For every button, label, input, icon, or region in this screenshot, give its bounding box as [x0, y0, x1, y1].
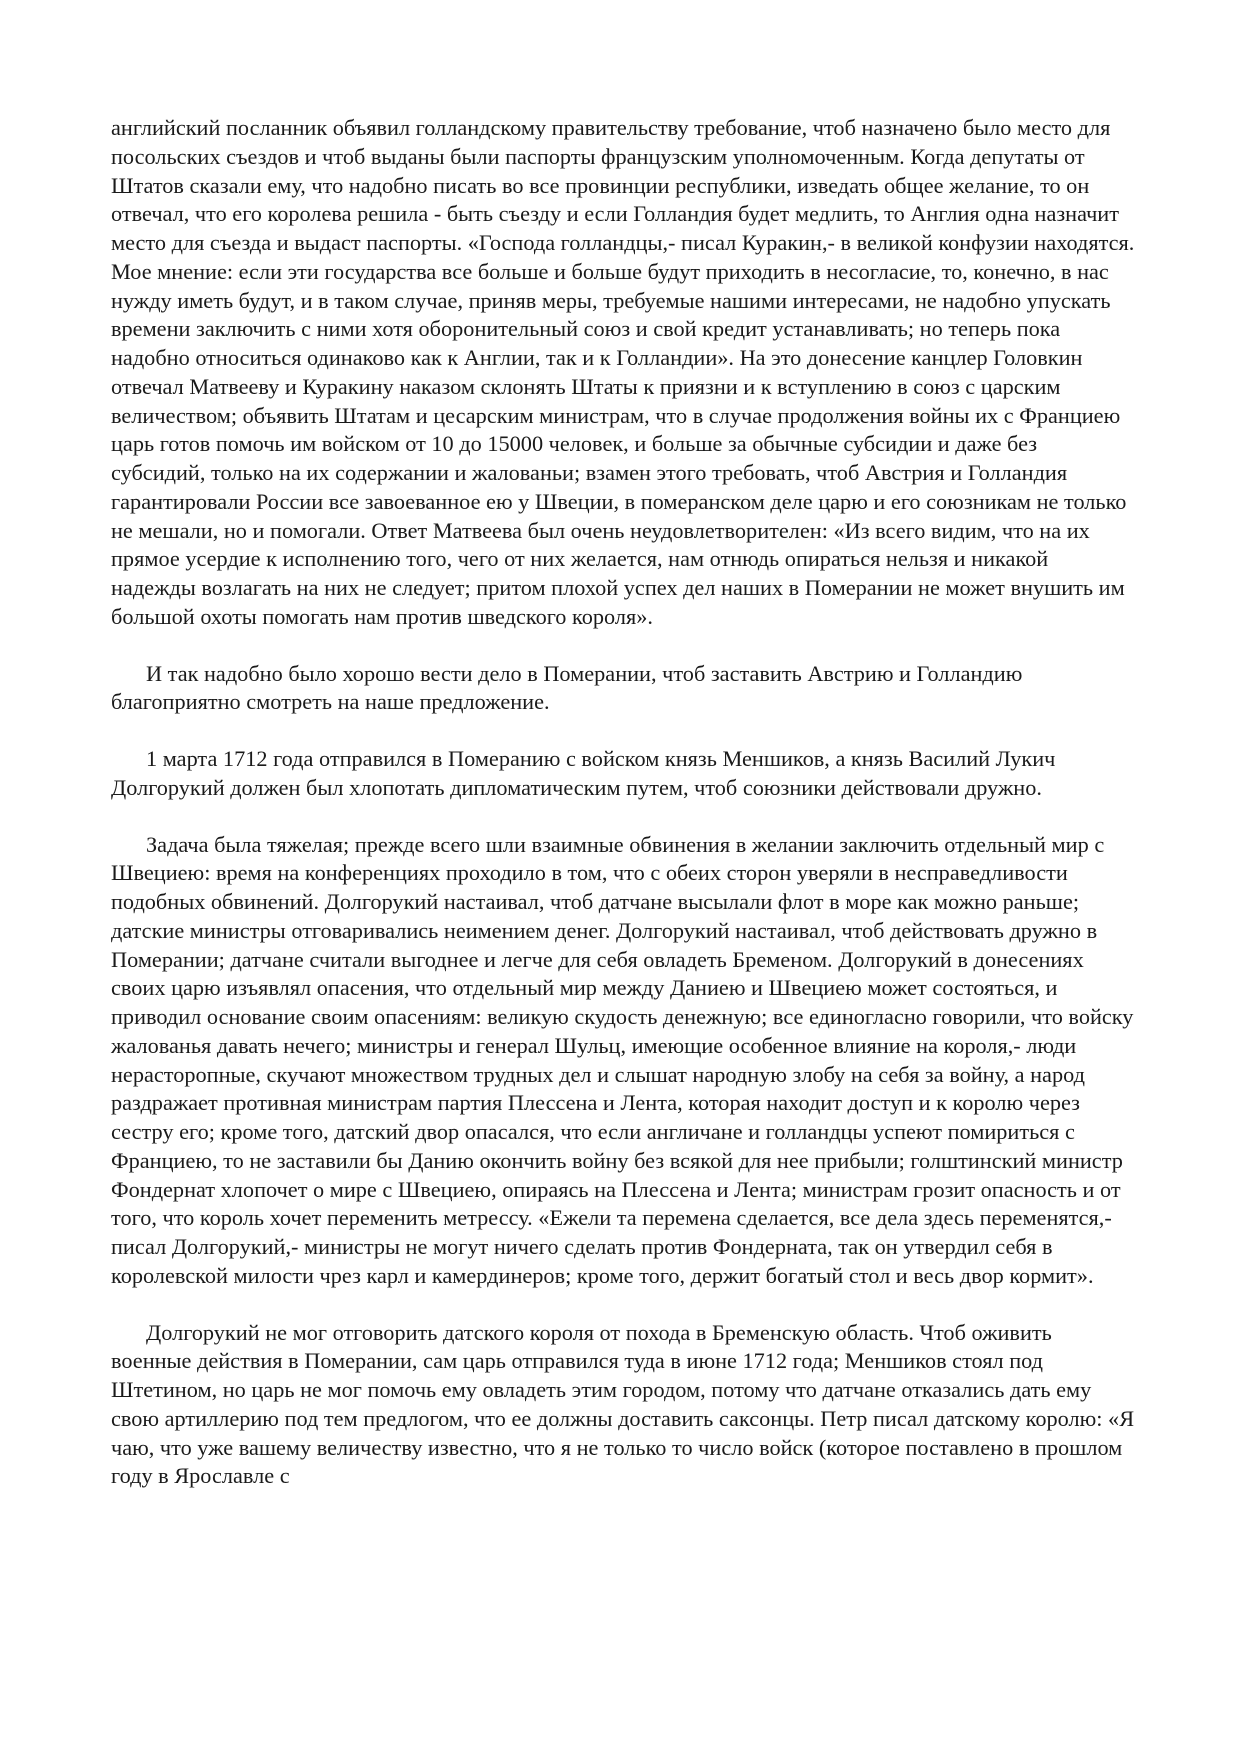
paragraph-continuation: английский посланник объявил голландскому правительству требование, чтоб назначено было место для посольских съездов и чтоб выданы были паспорты французским уполномоченным. Когда депутаты от Штатов сказали ему, что надобно писать во все провинции республики, изведать общее желание, то он отвечал, что его королева решила - быть съезду и если Голландия будет медлить, то Англия одна назначит место для съезда и выдаст паспорты. «Господа голландцы,- писал Куракин,- в великой конфузии находятся. Мое мнение: если эти государства все больше и больше будут приходить в несогласие, то, конечно, в нас нужду иметь будут, и в таком случае, приняв меры, требуемые нашими интересами, не надобно упускать времени заключить с ними хотя оборонительный союз и свой кредит устанавливать; но теперь пока надобно относиться одинаково как к Англии, так и к Голландии». На это донесение канцлер Головкин отвечал Матвееву и Куракину наказом склонять Штаты к приязни и к вступлению в союз с царским величеством; объявить Штатам и цесарским министрам, что в случае продолжения войны их с Франциею царь готов помочь им войском от 10 до 15000 человек, и больше за обычные субсидии и даже без субсидий, только на их содержании и жалованьи; взамен этого требовать, чтоб Австрия и Голландия гарантировали России все завоеванное ею у Швеции, в померанском деле царю и его союзникам не только не мешали, но и помогали. Ответ Матвеева был очень неудовлетворителен: «Из всего видим, что на их прямое усердие к исполнению того, чего от них желается, нам отнюдь опираться нельзя и никакой надежды возлагать на них не следует; притом плохой успех дел наших в Померании не может внушить им большой охоты помогать нам против шведского короля». — [111, 115, 1135, 629]
document-page — [111, 114, 1136, 1519]
paragraph-pomerania-intent: И так надобно было хорошо вести дело в Померании, чтоб заставить Австрию и Голландию благоприятно смотреть на наше предложение. — [111, 660, 1023, 715]
paragraph-bremen-campaign: Долгорукий не мог отговорить датского короля от похода в Бременскую область. Чтоб оживить военные действия в Померании, сам царь отправился туда в июне 1712 года; Меншиков стоял под Штетином, но царь не мог помочь ему овладеть этим городом, потому что датчане отказались дать ему свою артиллерию под тем предлогом, что ее должны доставить саксонцы. Петр писал датскому королю: «Я чаю, что уже вашему величеству известно, что я не только то число войск (которое поставлено в прошлом году в Ярославле с — [111, 1319, 1135, 1489]
paragraph-difficult-task: Задача была тяжелая; прежде всего шли взаимные обвинения в желании заключить отдельный мир с Швециею: время на конференциях проходило в том, что с обеих сторон уверяли в несправедливости подобных обвинений. Долгорукий настаивал, чтоб датчане высылали флот в море как можно раньше; датские министры отговаривались неимением денег. Долгорукий настаивал, чтоб действовать дружно в Померании; датчане считали выгоднее и легче для себя овладеть Бременом. Долгорукий в донесениях своих царю изъявлял опасения, что отдельный мир между Даниею и Швециею может состояться, и приводил основание своим опасениям: великую скудость денежную; все единогласно говорили, что войску жалованья давать нечего; министры и генерал Шульц, имеющие особенное влияние на короля,- люди нерасторопные, скучают множеством трудных дел и слышат народную злобу на себя за войну, а народ раздражает противная министрам партия Плессена и Лента, которая находит доступ и к королю через сестру его; кроме того, датский двор опасался, что если англичане и голландцы успеют помириться с Франциею, то не заставили бы Данию окончить войну без всякой для нее прибыли; голштинский министр Фондернат хлопочет о мире с Швециею, опираясь на Плессена и Лента; министрам грозит опасность и от того, что король хочет переменить метрессу. «Ежели та перемена сделается, все дела здесь переменятся,- писал Долгорукий,- министры не могут ничего сделать против Фондерната, так он утвердил себя в королевской милости чрез карл и камердинеров; кроме того, держит богатый стол и весь двор кормит». — [111, 831, 1134, 1288]
paragraph-march-1712: 1 марта 1712 года отправился в Померанию с войском князь Меншиков, а князь Василий Лукич Долгорукий должен был хлопотать дипломатическим путем, чтоб союзники действовали дружно. — [111, 746, 1056, 800]
